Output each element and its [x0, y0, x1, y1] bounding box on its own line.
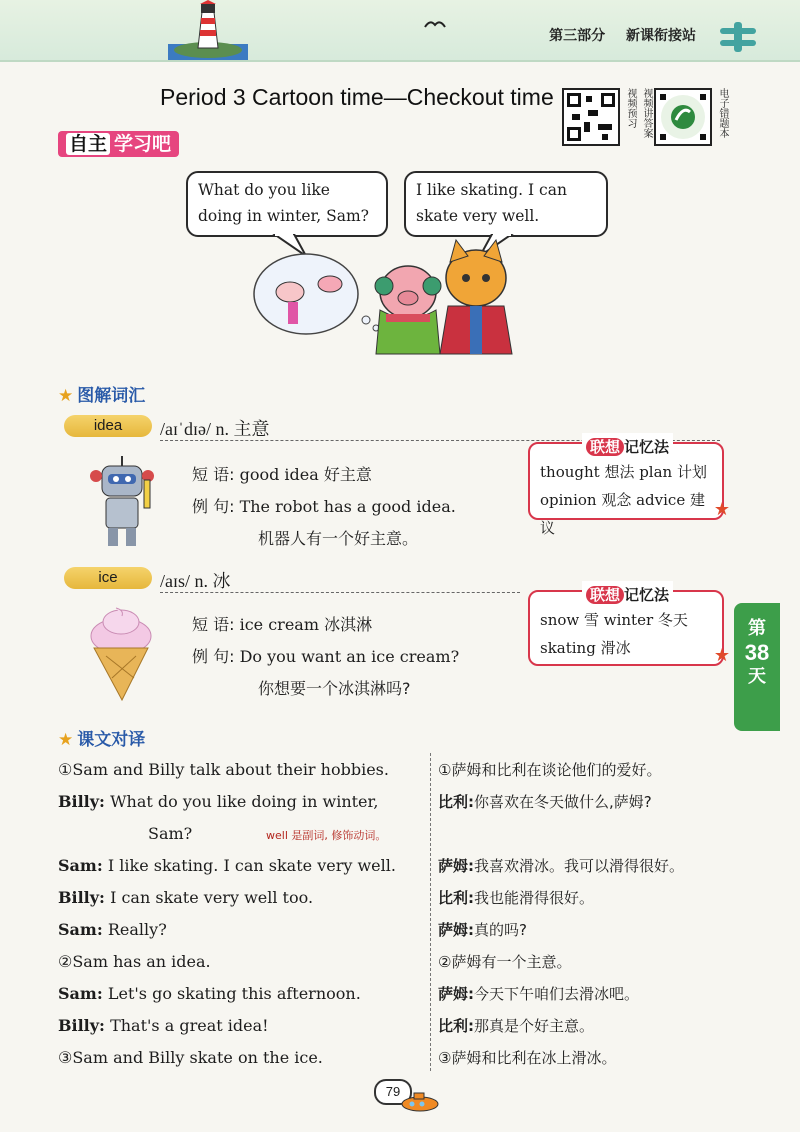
column-divider [430, 753, 431, 1071]
banner-part2: 学习吧 [114, 133, 172, 155]
dialog-cn-line: 萨姆:真的吗? [438, 921, 527, 939]
robot-icon [86, 456, 162, 552]
dialog-en-line: Billy: That's a great idea! [58, 1016, 269, 1035]
memory-line: snow 雪 winter 冬天 [540, 611, 688, 629]
header-logo-icon [718, 22, 758, 52]
memory-line: skating 滑冰 [540, 639, 631, 657]
dialog-heading: ★ 课文对译 [58, 730, 146, 750]
dialog-en-line: ③Sam and Billy skate on the ice. [58, 1048, 323, 1067]
phonetic-idea: /aɪˈdɪə/ n. 主意 [160, 419, 270, 439]
qr-code-errorbook-icon[interactable] [654, 88, 712, 146]
dialog-en-line: Sam? [148, 824, 193, 843]
banner-part1: 自主 [66, 133, 110, 155]
dialog-cn-line: ①萨姆和比利在谈论他们的爱好。 [438, 761, 662, 779]
seagull-icon [424, 18, 446, 30]
memory-line: opinion 观念 advice 建议 [540, 491, 705, 537]
divider [160, 592, 520, 593]
qr-code-video-icon[interactable] [562, 88, 620, 146]
memory-box-idea [528, 438, 730, 537]
qr-label-errorbook: 电子错题本 [717, 88, 728, 138]
header-section: 新课衔接站 [626, 28, 696, 44]
vocab-heading: ★ 图解词汇 [58, 386, 146, 406]
memory-line: thought 想法 plan 计划 [540, 463, 707, 481]
example-cn-idea: 机器人有一个好主意。 [258, 529, 419, 548]
dialog-cn-line: ②萨姆有一个主意。 [438, 953, 572, 971]
dialog-cn-line: ③萨姆和比利在冰上滑冰。 [438, 1049, 617, 1067]
header-band [0, 0, 800, 62]
dialog-en-line: Sam: I like skating. I can skate very well. [58, 856, 396, 875]
phrase-line-ice: 短 语: ice cream 冰淇淋 [192, 615, 373, 634]
submarine-icon [398, 1090, 442, 1112]
dialog-table [58, 753, 730, 1073]
header-part: 第三部分 [549, 28, 606, 44]
speech-bubble-billy: What do you like doing in winter, Sam? [186, 171, 388, 237]
dialog-cn-line: 比利:你喜欢在冬天做什么,萨姆? [438, 793, 652, 811]
dialog-cn-line: 比利:我也能滑得很好。 [438, 889, 595, 907]
memory-box-ice [528, 586, 730, 666]
dialog-en-line: Billy: What do you like doing in winter, [58, 792, 379, 811]
dialog-en-line: Sam: Really? [58, 920, 167, 939]
dialog-en-line: ①Sam and Billy talk about their hobbies. [58, 760, 389, 779]
star-icon: ★ [713, 645, 730, 666]
memory-tag: 联想 记忆法 [582, 433, 673, 461]
page-title: Period 3 Cartoon time—Checkout time [160, 84, 554, 110]
dialog-cn-line: 萨姆:我喜欢滑冰。我可以滑得很好。 [438, 857, 685, 875]
section-banner-self-study [58, 131, 179, 157]
dialog-en-line: ②Sam has an idea. [58, 952, 211, 971]
phonetic-ice: /aɪs/ n. 冰 [160, 571, 231, 591]
phrase-line-idea: 短 语: good idea 好主意 [192, 465, 372, 484]
dialog-en-line: Sam: Let's go skating this afternoon. [58, 984, 361, 1003]
star-icon: ★ [58, 386, 74, 406]
example-line-ice: 例 句: Do you want an ice cream? [192, 647, 460, 666]
qr-label-video: 视频预习 [625, 88, 636, 128]
cartoon-scene-illustration [250, 236, 530, 356]
header-text [549, 25, 696, 45]
example-line-idea: 例 句: The robot has a good idea. [192, 497, 456, 516]
qr-label-answer: 视频讲答案 [641, 88, 652, 138]
star-icon: ★ [713, 499, 730, 520]
word-tag-ice: ice [64, 567, 152, 589]
day-side-tab[interactable]: 第 38 天 [734, 603, 780, 731]
word-tag-idea: idea [64, 415, 152, 437]
page-number: 79 [374, 1079, 412, 1105]
star-icon: ★ [58, 730, 74, 750]
speech-bubble-sam: I like skating. I can skate very well. [404, 171, 608, 237]
example-cn-ice: 你想要一个冰淇淋吗? [258, 679, 411, 698]
memory-tag: 联想 记忆法 [582, 581, 673, 609]
dialog-cn-line: 萨姆:今天下午咱们去滑冰吧。 [438, 985, 640, 1003]
lighthouse-icon [168, 0, 248, 60]
handwritten-note: well 是副词, 修饰动词。 [266, 829, 387, 842]
dialog-en-line: Billy: I can skate very well too. [58, 888, 314, 907]
ice-cream-icon [86, 606, 156, 702]
dialog-cn-line: 比利:那真是个好主意。 [438, 1017, 595, 1035]
